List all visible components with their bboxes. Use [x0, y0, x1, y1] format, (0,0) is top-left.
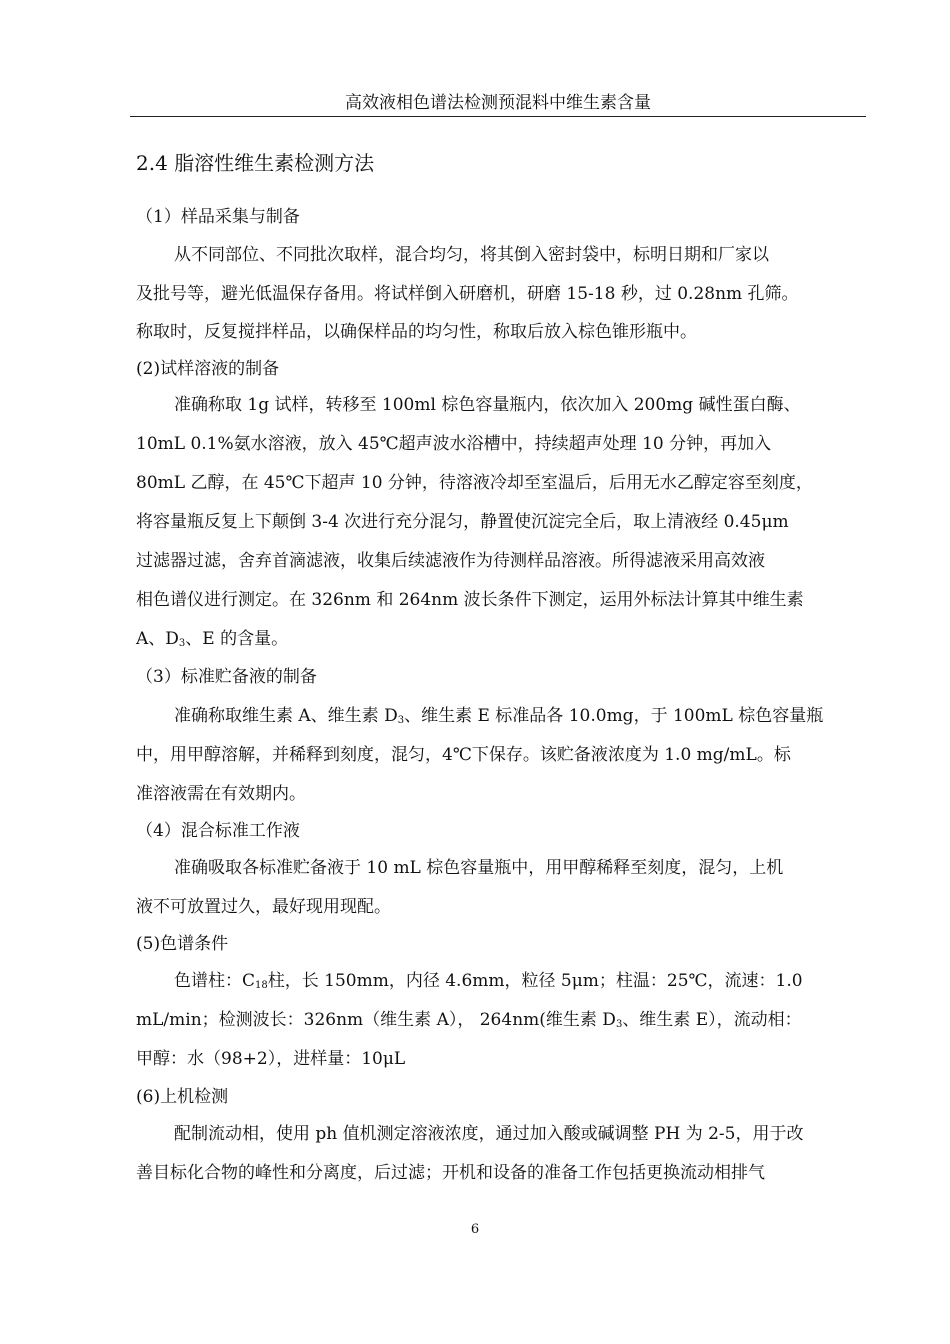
text-run: 色谱柱：C	[174, 971, 256, 991]
para-2-line-2: 10mL 0.1%氨水溶液，放入 45℃超声波水浴槽中，持续超声处理 10 分钟，再加入	[136, 434, 772, 454]
para-1-line-2: 及批号等，避光低温保存备用。将试样倒入研磨机，研磨 15-18 秒，过 0.28nm 孔筛。	[136, 284, 799, 304]
subsection-5-title: (5)色谱条件	[136, 934, 229, 954]
para-5-line-2	[136, 1009, 802, 1031]
para-3-line-2: 中，用甲醇溶解，并稀释到刻度，混匀，4℃下保存。该贮备液浓度为 1.0 mg/mL。标	[136, 745, 791, 765]
para-2-line-7	[136, 628, 288, 650]
text-run: A、D	[136, 629, 179, 649]
subsection-6-title: (6)上机检测	[136, 1087, 229, 1107]
text-run: 、维生素 E），流动相：	[622, 1010, 802, 1030]
para-2-line-3: 80mL 乙醇，在 45℃下超声 10 分钟，待溶液冷却至室温后，后用无水乙醇定容至刻度，	[136, 473, 813, 493]
running-header: 高效液相色谱法检测预混料中维生素含量	[345, 93, 651, 113]
subscript: 18	[255, 980, 268, 991]
para-4-line-1: 准确吸取各标准贮备液于 10 mL 棕色容量瓶中，用甲醇稀释至刻度，混匀，上机	[174, 858, 784, 878]
para-1-line-1: 从不同部位、不同批次取样，混合均匀，将其倒入密封袋中，标明日期和厂家以	[174, 245, 769, 265]
subsection-3-title: （3）标准贮备液的制备	[136, 667, 317, 687]
subsection-1-title: （1）样品采集与制备	[136, 207, 300, 227]
text-run: 柱，长 150mm，内径 4.6mm，粒径 5μm；柱温：25℃，流速：1.0	[267, 971, 803, 991]
text-run: 、维生素 E 标准品各 10.0mg，于 100mL 棕色容量瓶	[404, 706, 824, 726]
para-4-line-2: 液不可放置过久，最好现用现配。	[136, 897, 391, 917]
subsection-4-title: （4）混合标准工作液	[136, 821, 300, 841]
header-rule	[130, 116, 866, 117]
para-2-line-6: 相色谱仪进行测定。在 326nm 和 264nm 波长条件下测定，运用外标法计算其中维生素	[136, 590, 804, 610]
para-2-line-4: 将容量瓶反复上下颠倒 3-4 次进行充分混匀，静置使沉淀完全后，取上清液经 0.45μm	[136, 512, 789, 532]
para-1-line-3: 称取时，反复搅拌样品，以确保样品的均匀性，称取后放入棕色锥形瓶中。	[136, 322, 697, 342]
text-run: 、E 的含量。	[185, 629, 289, 649]
subscript: 3	[178, 638, 186, 649]
text-run: mL/min；检测波长：326nm（维生素 A）， 264nm(维生素 D	[136, 1010, 616, 1030]
section-heading: 2.4 脂溶性维生素检测方法	[136, 151, 375, 175]
subscript: 3	[615, 1019, 623, 1030]
para-5-line-3: 甲醇：水（98+2），进样量：10μL	[136, 1049, 406, 1069]
text-run: 准确称取维生素 A、维生素 D	[174, 706, 398, 726]
para-2-line-1: 准确称取 1g 试样，转移至 100ml 棕色容量瓶内，依次加入 200mg 碱性蛋白酶、	[174, 395, 801, 415]
subscript: 3	[397, 715, 405, 726]
para-5-line-1	[174, 970, 803, 992]
para-2-line-5: 过滤器过滤，舍弃首滴滤液，收集后续滤液作为待测样品溶液。所得滤液采用高效液	[136, 551, 765, 571]
subsection-2-title: (2)试样溶液的制备	[136, 359, 280, 379]
para-3-line-3: 准溶液需在有效期内。	[136, 784, 306, 804]
para-3-line-1	[174, 705, 823, 727]
para-6-line-1: 配制流动相，使用 ph 值机测定溶液浓度，通过加入酸或碱调整 PH 为 2-5，用于改	[174, 1124, 804, 1144]
para-6-line-2: 善目标化合物的峰性和分离度，后过滤；开机和设备的准备工作包括更换流动相排气	[136, 1163, 765, 1183]
page-number: 6	[470, 1222, 480, 1237]
